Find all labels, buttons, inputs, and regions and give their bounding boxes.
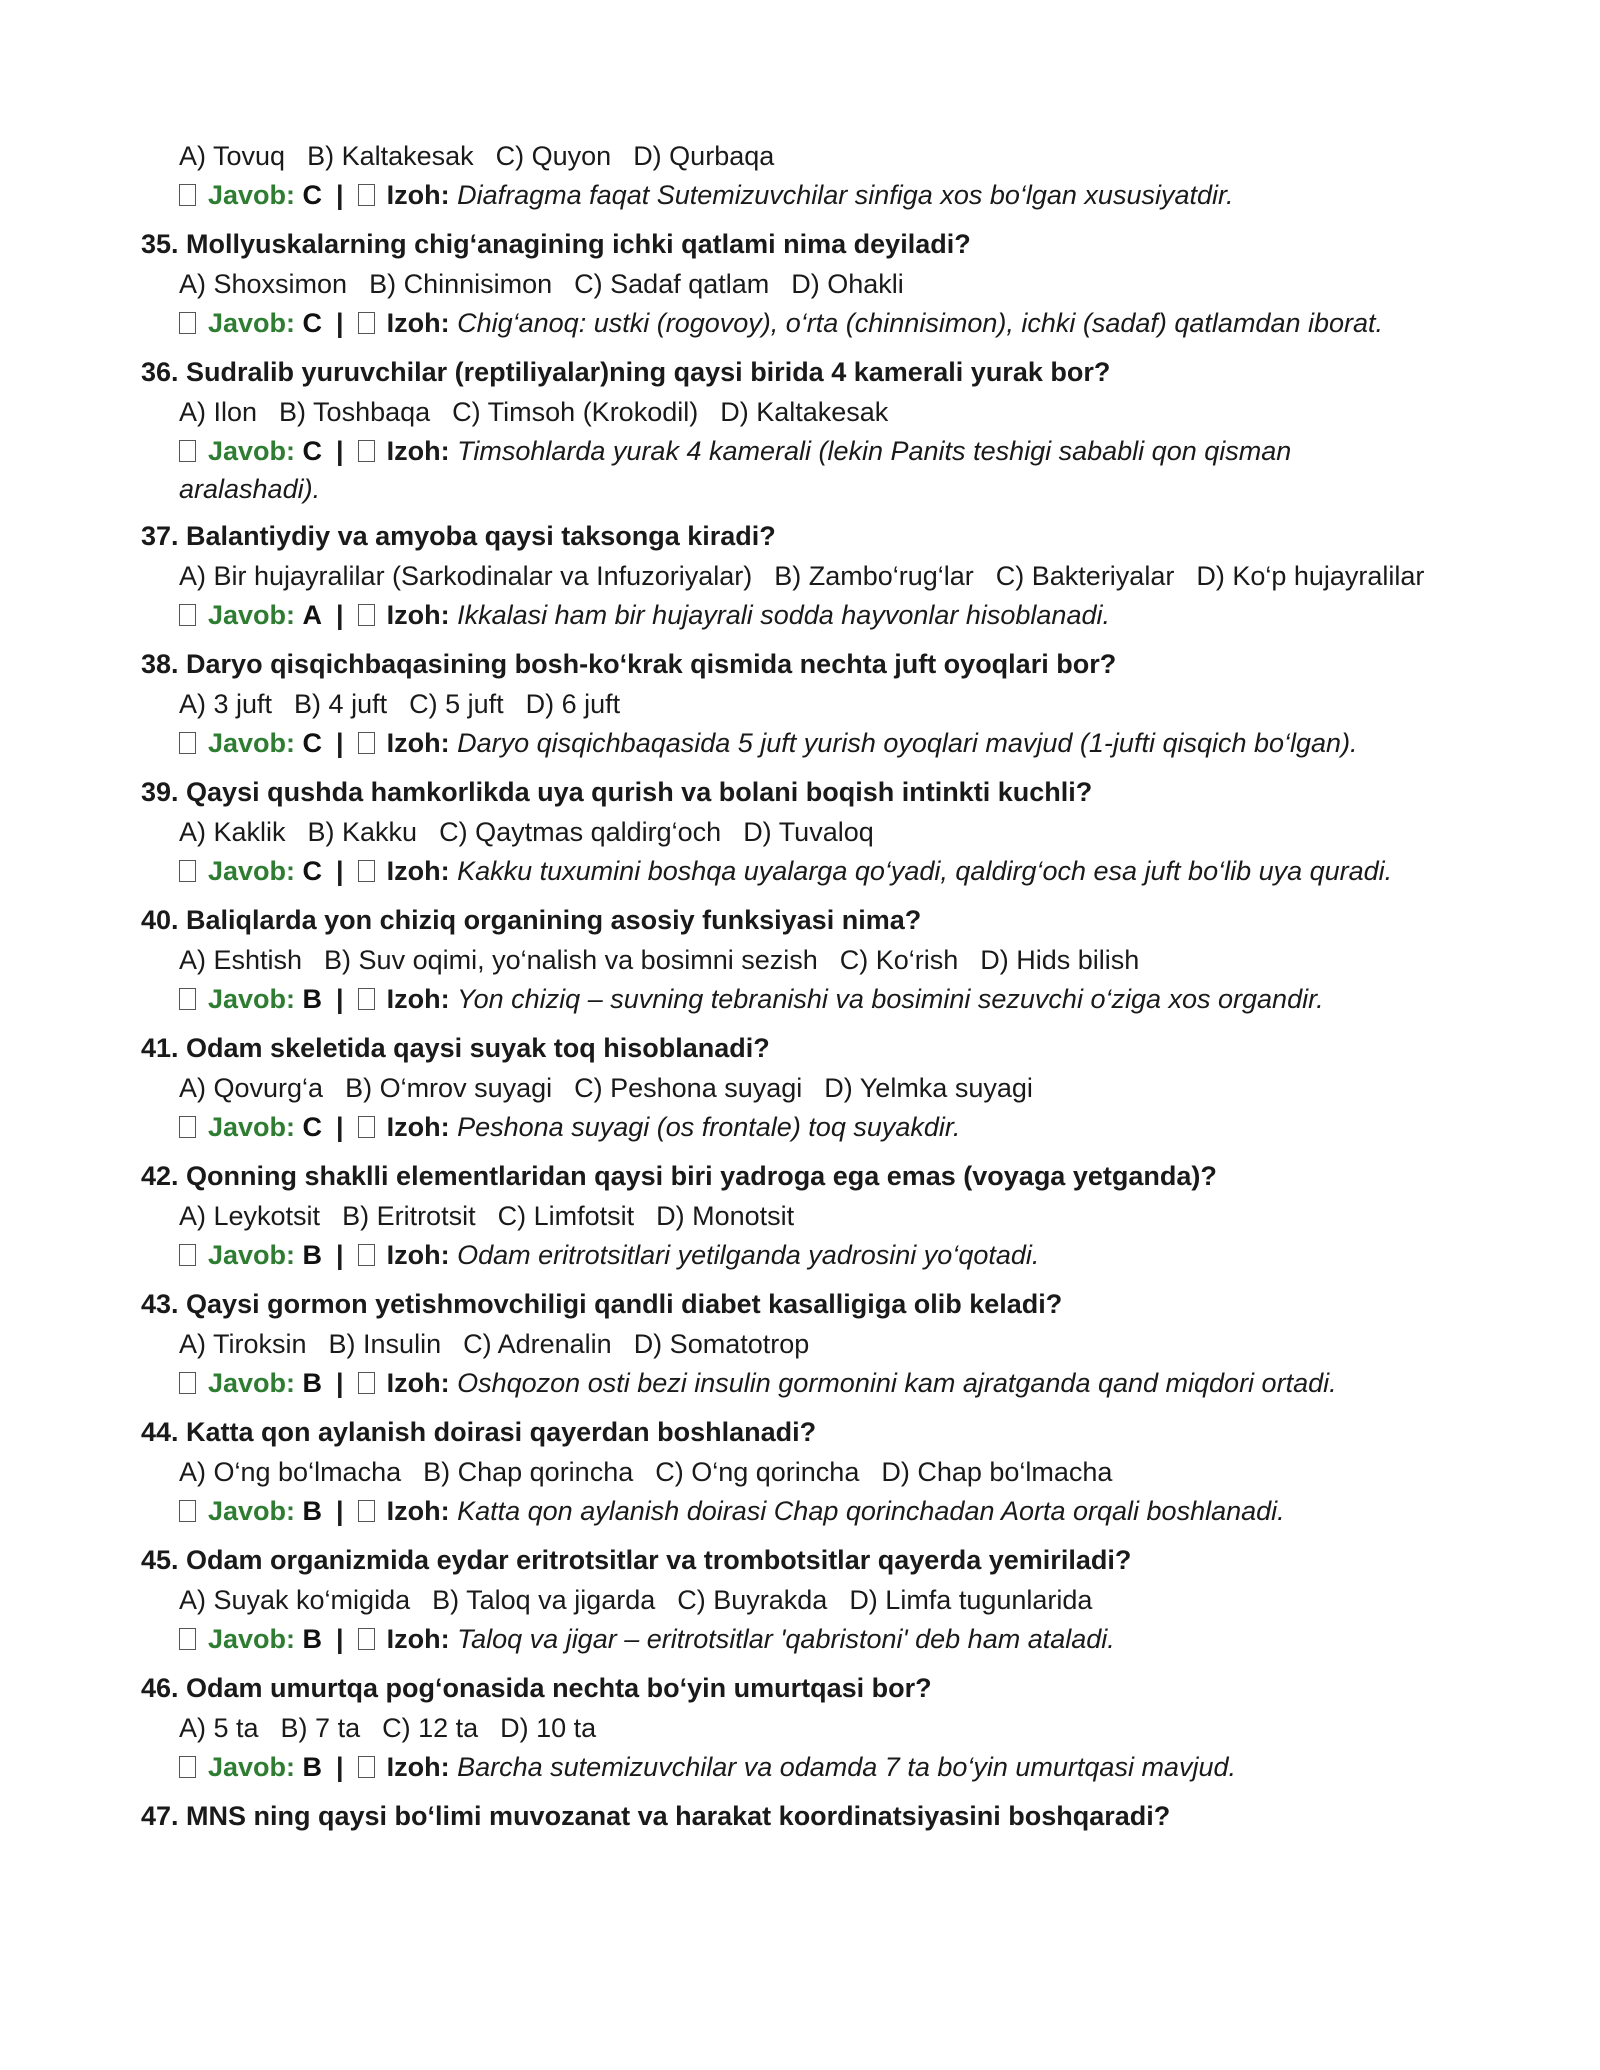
question-text: 44. Katta qon aylanish doirasi qayerdan boshlanadi? — [141, 1417, 817, 1447]
empty-square-icon — [358, 604, 375, 626]
empty-square-icon — [179, 184, 196, 206]
question-block — [141, 1412, 1471, 1532]
empty-square-icon — [179, 1116, 196, 1138]
option-a: A) Qovurg‘a — [179, 1073, 324, 1103]
separator: | — [336, 984, 344, 1014]
options-row — [141, 136, 1471, 176]
izoh-label: Izoh: — [386, 1496, 450, 1526]
option-c: C) Ko‘rish — [839, 945, 959, 975]
option-d: D) Ohakli — [791, 269, 904, 299]
question-block — [141, 1668, 1471, 1788]
answer-line — [141, 304, 1471, 344]
javob-label: Javob: — [208, 1752, 296, 1782]
javob-label: Javob: — [208, 436, 296, 466]
option-c: C) Peshona suyagi — [574, 1073, 803, 1103]
question-block — [141, 772, 1471, 892]
option-b: B) Insulin — [328, 1329, 442, 1359]
options-row — [141, 812, 1471, 852]
empty-square-icon — [358, 1116, 375, 1138]
option-b: B) 4 juft — [294, 689, 388, 719]
explanation-text: Yon chiziq – suvning tebranishi va bosimini sezuvchi o‘ziga xos organdir. — [457, 984, 1324, 1014]
answer-line — [141, 724, 1471, 764]
answer-line — [141, 1748, 1471, 1788]
answer-line — [141, 432, 1471, 508]
option-b: B) 7 ta — [280, 1713, 361, 1743]
javob-label: Javob: — [208, 1368, 296, 1398]
empty-square-icon — [358, 860, 375, 882]
empty-square-icon — [358, 312, 375, 334]
option-d: D) Kaltakesak — [720, 397, 889, 427]
separator: | — [336, 856, 344, 886]
empty-square-icon — [179, 604, 196, 626]
explanation-text: Chig‘anoq: ustki (rogovoy), o‘rta (chinnisimon), ichki (sadaf) qatlamdan iborat. — [457, 308, 1384, 338]
question-text: 41. Odam skeletida qaysi suyak toq hisoblanadi? — [141, 1033, 770, 1063]
question-block — [141, 1028, 1471, 1148]
izoh-label: Izoh: — [386, 984, 450, 1014]
option-a: A) Shoxsimon — [179, 269, 348, 299]
option-d: D) Monotsit — [656, 1201, 795, 1231]
options-row — [141, 1324, 1471, 1364]
option-c: C) Timsoh (Krokodil) — [452, 397, 699, 427]
option-c: C) Buyrakda — [677, 1585, 828, 1615]
izoh-label: Izoh: — [386, 308, 450, 338]
answer-line — [141, 596, 1471, 636]
option-d: D) Ko‘p hujayralilar — [1196, 561, 1425, 591]
izoh-label: Izoh: — [386, 1240, 450, 1270]
option-d: D) 10 ta — [500, 1713, 597, 1743]
question-text: 37. Balantiydiy va amyoba qaysi taksonga kiradi? — [141, 521, 776, 551]
separator: | — [336, 436, 344, 466]
explanation-text: Diafragma faqat Sutemizuvchilar sinfiga xos bo‘lgan xususiyatdir. — [457, 180, 1234, 210]
option-d: D) 6 juft — [525, 689, 621, 719]
question-block — [141, 136, 1471, 216]
option-b: B) Chap qorincha — [423, 1457, 634, 1487]
option-a: A) Tiroksin — [179, 1329, 307, 1359]
empty-square-icon — [179, 312, 196, 334]
answer-letter: B — [302, 1368, 323, 1398]
answer-letter: B — [302, 1624, 323, 1654]
option-c: C) O‘ng qorincha — [655, 1457, 860, 1487]
javob-label: Javob: — [208, 1624, 296, 1654]
empty-square-icon — [358, 1372, 375, 1394]
javob-label: Javob: — [208, 308, 296, 338]
question-text: 38. Daryo qisqichbaqasining bosh-ko‘krak qismida nechta juft oyoqlari bor? — [141, 649, 1117, 679]
options-row — [141, 684, 1471, 724]
quiz-page — [141, 136, 1471, 1836]
answer-letter: A — [302, 600, 323, 630]
empty-square-icon — [179, 1628, 196, 1650]
empty-square-icon — [179, 440, 196, 462]
izoh-label: Izoh: — [386, 180, 450, 210]
option-a: A) O‘ng bo‘lmacha — [179, 1457, 402, 1487]
option-b: B) Kakku — [307, 817, 418, 847]
javob-label: Javob: — [208, 728, 296, 758]
option-b: B) Toshbaqa — [279, 397, 431, 427]
answer-letter: C — [302, 180, 323, 210]
option-b: B) Kaltakesak — [307, 141, 474, 171]
answer-letter: B — [302, 1496, 323, 1526]
empty-square-icon — [179, 732, 196, 754]
explanation-text: Daryo qisqichbaqasida 5 juft yurish oyoqlari mavjud (1-jufti qisqich bo‘lgan). — [457, 728, 1358, 758]
options-row — [141, 940, 1471, 980]
options-row — [141, 392, 1471, 432]
explanation-text: Ikkalasi ham bir hujayrali sodda hayvonlar hisoblanadi. — [457, 600, 1110, 630]
question-text: 42. Qonning shaklli elementlaridan qaysi biri yadroga ega emas (voyaga yetganda)? — [141, 1161, 1217, 1191]
javob-label: Javob: — [208, 1496, 296, 1526]
izoh-label: Izoh: — [386, 1112, 450, 1142]
option-a: A) Leykotsit — [179, 1201, 321, 1231]
separator: | — [336, 1240, 344, 1270]
option-a: A) Ilon — [179, 397, 258, 427]
answer-letter: B — [302, 984, 323, 1014]
explanation-text: Katta qon aylanish doirasi Chap qorinchadan Aorta orqali boshlanadi. — [457, 1496, 1285, 1526]
answer-line — [141, 1236, 1471, 1276]
option-c: C) Quyon — [495, 141, 612, 171]
separator: | — [336, 180, 344, 210]
option-c: C) 12 ta — [382, 1713, 479, 1743]
empty-square-icon — [358, 732, 375, 754]
javob-label: Javob: — [208, 180, 296, 210]
separator: | — [336, 1752, 344, 1782]
question-text: 35. Mollyuskalarning chig‘anagining ichki qatlami nima deyiladi? — [141, 229, 971, 259]
separator: | — [336, 1496, 344, 1526]
question-block — [141, 900, 1471, 1020]
question-block — [141, 1796, 1471, 1836]
options-row — [141, 264, 1471, 304]
question-block — [141, 1540, 1471, 1660]
question-text: 46. Odam umurtqa pog‘onasida nechta bo‘yin umurtqasi bor? — [141, 1673, 932, 1703]
option-b: B) Eritrotsit — [342, 1201, 476, 1231]
separator: | — [336, 728, 344, 758]
option-a: A) Suyak ko‘migida — [179, 1585, 411, 1615]
question-block — [141, 1156, 1471, 1276]
explanation-text: Taloq va jigar – eritrotsitlar 'qabristoni' deb ham ataladi. — [457, 1624, 1115, 1654]
explanation-text: Kakku tuxumini boshqa uyalarga qo‘yadi, qaldirg‘och esa juft bo‘lib uya quradi. — [457, 856, 1393, 886]
question-block — [141, 516, 1471, 636]
options-row — [141, 1452, 1471, 1492]
question-text: 43. Qaysi gormon yetishmovchiligi qandli diabet kasalligiga olib keladi? — [141, 1289, 1063, 1319]
javob-label: Javob: — [208, 984, 296, 1014]
option-a: A) 3 juft — [179, 689, 273, 719]
izoh-label: Izoh: — [386, 728, 450, 758]
explanation-text: Oshqozon osti bezi insulin gormonini kam ajratganda qand miqdori ortadi. — [457, 1368, 1337, 1398]
explanation-text: Odam eritrotsitlari yetilganda yadrosini yo‘qotadi. — [457, 1240, 1040, 1270]
question-block — [141, 352, 1471, 508]
option-d: D) Qurbaqa — [633, 141, 775, 171]
empty-square-icon — [358, 988, 375, 1010]
option-c: C) Qaytmas qaldirg‘och — [439, 817, 722, 847]
question-text: 39. Qaysi qushda hamkorlikda uya qurish va bolani boqish intinkti kuchli? — [141, 777, 1093, 807]
izoh-label: Izoh: — [386, 436, 450, 466]
empty-square-icon — [179, 1500, 196, 1522]
separator: | — [336, 600, 344, 630]
option-d: D) Limfa tugunlarida — [849, 1585, 1093, 1615]
izoh-label: Izoh: — [386, 856, 450, 886]
empty-square-icon — [179, 1756, 196, 1778]
option-b: B) Zambo‘rug‘lar — [774, 561, 974, 591]
separator: | — [336, 308, 344, 338]
option-d: D) Somatotrop — [633, 1329, 810, 1359]
empty-square-icon — [358, 1756, 375, 1778]
option-d: D) Chap bo‘lmacha — [881, 1457, 1113, 1487]
option-a: A) Tovuq — [179, 141, 286, 171]
option-a: A) Bir hujayralilar (Sarkodinalar va Infuzoriyalar) — [179, 561, 753, 591]
answer-line — [141, 980, 1471, 1020]
separator: | — [336, 1368, 344, 1398]
empty-square-icon — [179, 1372, 196, 1394]
empty-square-icon — [358, 1244, 375, 1266]
question-text: 47. MNS ning qaysi bo‘limi muvozanat va harakat koordinatsiyasini boshqaradi? — [141, 1801, 1171, 1831]
separator: | — [336, 1624, 344, 1654]
answer-letter: B — [302, 1240, 323, 1270]
empty-square-icon — [358, 1500, 375, 1522]
options-row — [141, 1708, 1471, 1748]
options-row — [141, 1068, 1471, 1108]
answer-letter: C — [302, 728, 323, 758]
explanation-text: Timsohlarda yurak 4 kamerali (lekin Panits teshigi sababli qon qisman aralashadi). — [179, 436, 1292, 504]
option-b: B) Chinnisimon — [369, 269, 553, 299]
option-a: A) 5 ta — [179, 1713, 259, 1743]
question-block — [141, 1284, 1471, 1404]
answer-letter: B — [302, 1752, 323, 1782]
answer-line — [141, 852, 1471, 892]
answer-line — [141, 1492, 1471, 1532]
explanation-text: Barcha sutemizuvchilar va odamda 7 ta bo‘yin umurtqasi mavjud. — [457, 1752, 1236, 1782]
option-b: B) Suv oqimi, yo‘nalish va bosimni sezish — [324, 945, 818, 975]
empty-square-icon — [179, 1244, 196, 1266]
explanation-text: Peshona suyagi (os frontale) toq suyakdir. — [457, 1112, 961, 1142]
izoh-label: Izoh: — [386, 1752, 450, 1782]
answer-line — [141, 176, 1471, 216]
izoh-label: Izoh: — [386, 1624, 450, 1654]
javob-label: Javob: — [208, 856, 296, 886]
empty-square-icon — [358, 1628, 375, 1650]
option-a: A) Kaklik — [179, 817, 286, 847]
option-c: C) Bakteriyalar — [995, 561, 1175, 591]
question-block — [141, 224, 1471, 344]
empty-square-icon — [358, 440, 375, 462]
option-d: D) Yelmka suyagi — [824, 1073, 1033, 1103]
option-b: B) Taloq va jigarda — [432, 1585, 656, 1615]
answer-letter: C — [302, 436, 323, 466]
answer-letter: C — [302, 856, 323, 886]
option-c: C) Limfotsit — [497, 1201, 635, 1231]
answer-letter: C — [302, 1112, 323, 1142]
option-d: D) Tuvaloq — [743, 817, 874, 847]
option-b: B) O‘mrov suyagi — [345, 1073, 553, 1103]
empty-square-icon — [179, 860, 196, 882]
option-c: C) Adrenalin — [463, 1329, 612, 1359]
separator: | — [336, 1112, 344, 1142]
question-text: 36. Sudralib yuruvchilar (reptiliyalar)ning qaysi birida 4 kamerali yurak bor? — [141, 357, 1111, 387]
question-text: 40. Baliqlarda yon chiziq organining asosiy funksiyasi nima? — [141, 905, 922, 935]
option-a: A) Eshtish — [179, 945, 303, 975]
question-block — [141, 644, 1471, 764]
javob-label: Javob: — [208, 1112, 296, 1142]
option-d: D) Hids bilish — [980, 945, 1140, 975]
answer-line — [141, 1364, 1471, 1404]
javob-label: Javob: — [208, 1240, 296, 1270]
options-row — [141, 1580, 1471, 1620]
options-row — [141, 556, 1471, 596]
izoh-label: Izoh: — [386, 600, 450, 630]
question-text: 45. Odam organizmida eydar eritrotsitlar va trombotsitlar qayerda yemiriladi? — [141, 1545, 1132, 1575]
answer-line — [141, 1620, 1471, 1660]
options-row — [141, 1196, 1471, 1236]
empty-square-icon — [358, 184, 375, 206]
option-c: C) Sadaf qatlam — [574, 269, 770, 299]
empty-square-icon — [179, 988, 196, 1010]
answer-line — [141, 1108, 1471, 1148]
izoh-label: Izoh: — [386, 1368, 450, 1398]
option-c: C) 5 juft — [409, 689, 504, 719]
javob-label: Javob: — [208, 600, 296, 630]
answer-letter: C — [302, 308, 323, 338]
